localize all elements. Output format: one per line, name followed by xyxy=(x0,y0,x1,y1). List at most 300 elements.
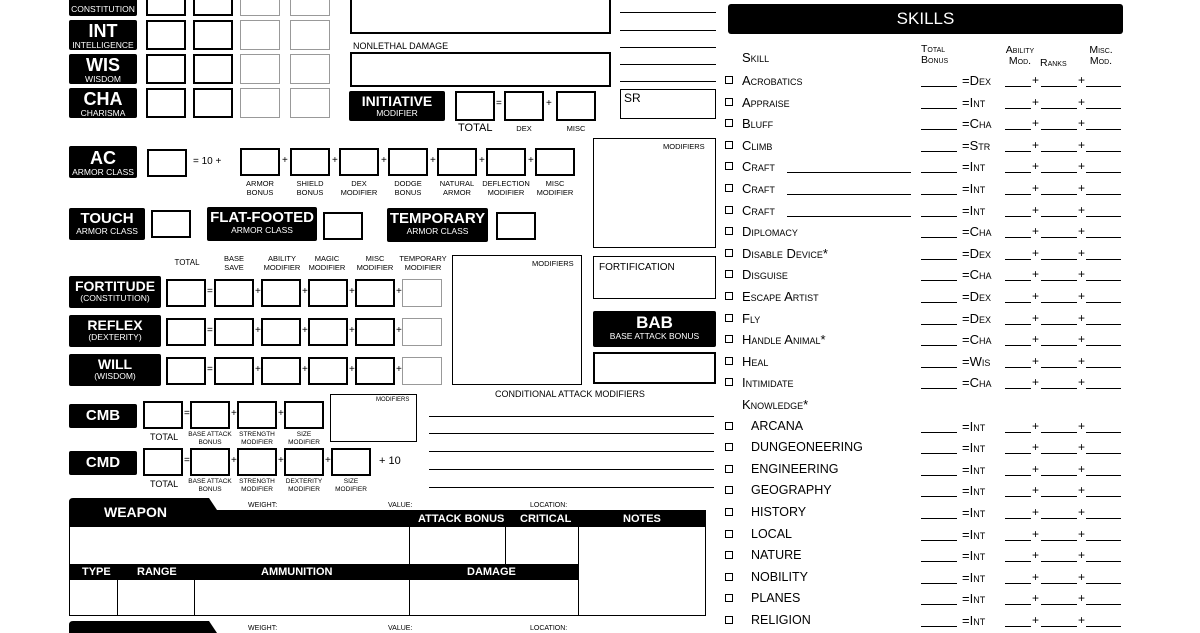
dr-line xyxy=(620,30,716,31)
ac-shield-box[interactable] xyxy=(290,148,330,176)
initiative-dex-box[interactable] xyxy=(504,91,544,121)
skill-plus: + xyxy=(1078,289,1086,303)
class-skill-checkbox[interactable] xyxy=(725,227,733,235)
skill-row xyxy=(725,244,1125,264)
will-base-box[interactable] xyxy=(214,357,254,385)
skill-plus: + xyxy=(1032,505,1040,519)
class-skill-checkbox[interactable] xyxy=(725,508,733,516)
flat-footed-box[interactable] xyxy=(323,212,363,240)
skill-total-line[interactable] xyxy=(921,86,957,87)
ref-magic-box[interactable] xyxy=(308,318,348,346)
fort-total-box[interactable] xyxy=(166,279,206,307)
skill-total-line[interactable] xyxy=(921,561,957,562)
skill-plus: + xyxy=(1078,570,1086,584)
fort-temp-box[interactable] xyxy=(402,279,442,307)
skill-misc-line[interactable] xyxy=(1086,216,1121,217)
class-skill-checkbox[interactable] xyxy=(725,292,733,300)
class-skill-checkbox[interactable] xyxy=(725,76,733,84)
ref-temp-box[interactable] xyxy=(402,318,442,346)
skill-ability-line[interactable] xyxy=(1005,367,1031,368)
skill-plus: + xyxy=(1078,267,1086,281)
skill-misc-line[interactable] xyxy=(1086,86,1121,87)
weapon-weight-label: WEIGHT: xyxy=(248,502,278,509)
skill-total-line[interactable] xyxy=(921,280,957,281)
fort-misc-box[interactable] xyxy=(355,279,395,307)
class-skill-checkbox[interactable] xyxy=(725,335,733,343)
dr-line xyxy=(620,81,716,82)
skill-plus: + xyxy=(1032,591,1040,605)
bab-sub: BASE ATTACK BONUS xyxy=(609,331,700,341)
will-total-box[interactable] xyxy=(166,357,206,385)
craft-specialty-line[interactable] xyxy=(787,194,911,195)
skill-ability: =Dex xyxy=(962,289,991,304)
skill-total-line[interactable] xyxy=(921,237,957,238)
skill-ability-line[interactable] xyxy=(1005,475,1031,476)
skill-ranks-line[interactable] xyxy=(1041,237,1077,238)
skill-ranks-line[interactable] xyxy=(1041,540,1077,541)
skill-misc-line[interactable] xyxy=(1086,151,1121,152)
skill-name: Heal xyxy=(742,354,769,369)
skill-ability: =Cha xyxy=(962,267,992,282)
skill-total-line[interactable] xyxy=(921,194,957,195)
class-skill-checkbox[interactable] xyxy=(725,206,733,214)
ref-misc-box[interactable] xyxy=(355,318,395,346)
wis-temp-mod-box[interactable] xyxy=(290,54,330,84)
skill-ability-line[interactable] xyxy=(1005,345,1031,346)
int-score-box[interactable] xyxy=(146,20,186,50)
skill-ranks-line[interactable] xyxy=(1041,388,1077,389)
will-misc-box[interactable] xyxy=(355,357,395,385)
int-mod-box[interactable] xyxy=(193,20,233,50)
skill-ability-line[interactable] xyxy=(1005,86,1031,87)
skill-ranks-line[interactable] xyxy=(1041,172,1077,173)
weapon-value-label: VALUE: xyxy=(388,502,413,509)
skill-total-line[interactable] xyxy=(921,496,957,497)
temporary-badge xyxy=(387,208,488,242)
int-temp-mod-box[interactable] xyxy=(290,20,330,50)
skill-row xyxy=(725,503,1125,523)
cmd-size-box[interactable] xyxy=(331,448,371,476)
class-skill-checkbox[interactable] xyxy=(725,551,733,559)
skill-ability-line[interactable] xyxy=(1005,108,1031,109)
ability-sub: CONSTITUTION xyxy=(71,4,135,14)
skill-plus: + xyxy=(1078,73,1086,87)
skill-misc-line[interactable] xyxy=(1086,129,1121,130)
skills-col-total: Total Bonus xyxy=(921,43,949,66)
skills-col-skill: Skill xyxy=(742,50,770,65)
skill-total-line[interactable] xyxy=(921,583,957,584)
initiative-misc-box[interactable] xyxy=(556,91,596,121)
class-skill-checkbox[interactable] xyxy=(725,616,733,624)
class-skill-checkbox[interactable] xyxy=(725,249,733,257)
ac-dodge-box[interactable] xyxy=(388,148,428,176)
temporary-title: TEMPORARY xyxy=(389,210,486,227)
craft-specialty-line[interactable] xyxy=(787,216,911,217)
skill-plus: + xyxy=(1078,181,1086,195)
skill-plus: + xyxy=(1032,548,1040,562)
skill-plus: + xyxy=(1032,440,1040,454)
skill-total-line[interactable] xyxy=(921,151,957,152)
class-skill-checkbox[interactable] xyxy=(725,465,733,473)
skill-ranks-line[interactable] xyxy=(1041,194,1077,195)
skill-row xyxy=(725,589,1125,609)
skill-plus: + xyxy=(1078,311,1086,325)
skill-row xyxy=(725,373,1125,393)
skill-total-line[interactable] xyxy=(921,388,957,389)
skill-name: Escape Artist xyxy=(742,289,819,304)
skill-ranks-line[interactable] xyxy=(1041,453,1077,454)
skill-ranks-line[interactable] xyxy=(1041,151,1077,152)
cmd-str-box[interactable] xyxy=(237,448,277,476)
skill-total-line[interactable] xyxy=(921,324,957,325)
cmd-bab-box[interactable] xyxy=(190,448,230,476)
class-skill-checkbox[interactable] xyxy=(725,98,733,106)
skill-ability-line[interactable] xyxy=(1005,561,1031,562)
skill-misc-line[interactable] xyxy=(1086,237,1121,238)
class-skill-checkbox[interactable] xyxy=(725,162,733,170)
weapon-title: WEAPON xyxy=(104,504,167,520)
skill-ranks-line[interactable] xyxy=(1041,324,1077,325)
skill-total-line[interactable] xyxy=(921,129,957,130)
skill-ranks-line[interactable] xyxy=(1041,626,1077,627)
skill-ability-line[interactable] xyxy=(1005,626,1031,627)
cmd-total-box[interactable] xyxy=(143,448,183,476)
ac-total-box[interactable] xyxy=(147,149,187,177)
skill-misc-line[interactable] xyxy=(1086,345,1121,346)
hp-box[interactable] xyxy=(350,0,611,34)
save-header-misc: MISC MODIFIER xyxy=(356,254,394,272)
fort-magic-box[interactable] xyxy=(308,279,348,307)
skill-name: Craft xyxy=(742,181,775,196)
skill-misc-line[interactable] xyxy=(1086,518,1121,519)
ac-armor-box[interactable] xyxy=(240,148,280,176)
skill-plus: + xyxy=(1032,224,1040,238)
save-plus: + xyxy=(349,364,355,375)
skill-misc-line[interactable] xyxy=(1086,324,1121,325)
skill-misc-line[interactable] xyxy=(1086,388,1121,389)
initiative-total-cap: TOTAL xyxy=(458,122,493,134)
skill-misc-line[interactable] xyxy=(1086,280,1121,281)
skill-ability-line[interactable] xyxy=(1005,194,1031,195)
con-temp-mod-box[interactable] xyxy=(290,0,330,16)
skill-misc-line[interactable] xyxy=(1086,583,1121,584)
cmd-dex-box[interactable] xyxy=(284,448,324,476)
skill-name: Acrobatics xyxy=(742,73,803,88)
skill-plus: + xyxy=(1078,116,1086,130)
ref-total-box[interactable] xyxy=(166,318,206,346)
will-temp-box[interactable] xyxy=(402,357,442,385)
skill-plus: + xyxy=(1032,613,1040,627)
skill-ability: =Int xyxy=(962,419,986,434)
skill-ranks-line[interactable] xyxy=(1041,108,1077,109)
will-ability-box[interactable] xyxy=(261,357,301,385)
save-plus: + xyxy=(255,325,261,336)
skill-ability-line[interactable] xyxy=(1005,604,1031,605)
con-mod-box[interactable] xyxy=(193,0,233,16)
skill-ability: =Cha xyxy=(962,224,992,239)
skill-row xyxy=(725,201,1125,221)
weapon2-value-label: VALUE: xyxy=(388,625,413,632)
ability-badge-wis xyxy=(69,54,137,84)
wis-score-box[interactable] xyxy=(146,54,186,84)
skill-misc-line[interactable] xyxy=(1086,432,1121,433)
fortitude-badge xyxy=(69,276,161,308)
nonlethal-box[interactable] xyxy=(350,52,611,87)
skill-ability: =Cha xyxy=(962,116,992,131)
skill-misc-line[interactable] xyxy=(1086,561,1121,562)
nonlethal-label: NONLETHAL DAMAGE xyxy=(353,41,449,51)
skill-misc-line[interactable] xyxy=(1086,259,1121,260)
class-skill-checkbox[interactable] xyxy=(725,486,733,494)
skill-misc-line[interactable] xyxy=(1086,194,1121,195)
skill-ability-line[interactable] xyxy=(1005,280,1031,281)
cmb-size-cap: SIZE MODIFIER xyxy=(288,431,320,446)
ac-deflection-cap: DEFLECTION MODIFIER xyxy=(482,179,530,197)
sr-label: SR xyxy=(624,91,641,105)
skill-ability-line[interactable] xyxy=(1005,432,1031,433)
skill-name: Appraise xyxy=(742,95,790,110)
weapon2-weight-label: WEIGHT: xyxy=(248,625,278,632)
skill-total-line[interactable] xyxy=(921,518,957,519)
skill-ability-line[interactable] xyxy=(1005,518,1031,519)
cha-score-box[interactable] xyxy=(146,88,186,118)
skill-total-line[interactable] xyxy=(921,172,957,173)
skill-misc-line[interactable] xyxy=(1086,475,1121,476)
skill-plus: + xyxy=(1032,116,1040,130)
save-header-magic: MAGIC MODIFIER xyxy=(308,254,346,272)
skill-plus: + xyxy=(1032,527,1040,541)
skill-ability-line[interactable] xyxy=(1005,324,1031,325)
class-skill-checkbox[interactable] xyxy=(725,184,733,192)
skills-col-misc: Misc. Mod. xyxy=(1089,44,1113,67)
ac-dex-box[interactable] xyxy=(339,148,379,176)
class-skill-checkbox[interactable] xyxy=(725,422,733,430)
skill-plus: + xyxy=(1078,613,1086,627)
skill-row xyxy=(725,136,1125,156)
skill-ranks-line[interactable] xyxy=(1041,561,1077,562)
skill-plus: + xyxy=(1078,591,1086,605)
weapon-ammunition-header: AMMUNITION xyxy=(261,566,333,578)
skill-row xyxy=(725,71,1125,91)
skill-ability-line[interactable] xyxy=(1005,583,1031,584)
weapon-type-header: TYPE xyxy=(82,566,111,578)
bab-box[interactable] xyxy=(593,352,716,384)
skill-total-line[interactable] xyxy=(921,367,957,368)
skill-ranks-line[interactable] xyxy=(1041,129,1077,130)
reflex-sub: (DEXTERITY) xyxy=(88,332,142,342)
save-header-ability: ABILITY MODIFIER xyxy=(263,254,301,272)
initiative-total-box[interactable] xyxy=(455,91,495,121)
skill-name: Bluff xyxy=(742,116,774,131)
save-plus: + xyxy=(255,364,261,375)
skill-misc-line[interactable] xyxy=(1086,302,1121,303)
skill-misc-line[interactable] xyxy=(1086,108,1121,109)
skill-row xyxy=(725,114,1125,134)
cmd-title: CMD xyxy=(85,454,121,471)
skill-misc-line[interactable] xyxy=(1086,367,1121,368)
skill-ranks-line[interactable] xyxy=(1041,367,1077,368)
skill-ability-line[interactable] xyxy=(1005,302,1031,303)
skill-plus: + xyxy=(1078,354,1086,368)
class-skill-checkbox[interactable] xyxy=(725,270,733,278)
con-score-box[interactable] xyxy=(146,0,186,16)
temporary-sub: ARMOR CLASS xyxy=(406,226,469,236)
touch-box[interactable] xyxy=(151,210,191,238)
skill-ability-line[interactable] xyxy=(1005,237,1031,238)
ac-sub: ARMOR CLASS xyxy=(72,167,134,177)
skill-plus: + xyxy=(1078,246,1086,260)
skill-ranks-line[interactable] xyxy=(1041,280,1077,281)
skill-ranks-line[interactable] xyxy=(1041,345,1077,346)
touch-title: TOUCH xyxy=(80,210,134,227)
skill-misc-line[interactable] xyxy=(1086,453,1121,454)
skill-ranks-line[interactable] xyxy=(1041,604,1077,605)
cmb-modifiers-label: MODIFIERS xyxy=(376,397,410,403)
skill-row xyxy=(725,417,1125,437)
skill-plus: + xyxy=(1032,159,1040,173)
class-skill-checkbox[interactable] xyxy=(725,119,733,127)
skill-misc-line[interactable] xyxy=(1086,496,1121,497)
ac-misc-box[interactable] xyxy=(535,148,575,176)
dr-line xyxy=(620,47,716,48)
ac-badge xyxy=(69,146,137,178)
cmd-plus: + xyxy=(278,455,284,466)
skill-total-line[interactable] xyxy=(921,604,957,605)
ac-natural-box[interactable] xyxy=(437,148,477,176)
save-modifiers-box[interactable] xyxy=(452,255,582,385)
skill-ranks-line[interactable] xyxy=(1041,475,1077,476)
skill-total-line[interactable] xyxy=(921,216,957,217)
will-title: WILL xyxy=(97,356,133,372)
skill-ranks-line[interactable] xyxy=(1041,216,1077,217)
ac-modifiers-box[interactable] xyxy=(593,138,716,248)
skill-misc-line[interactable] xyxy=(1086,172,1121,173)
cmd-dex-cap: DEXTERITY MODIFIER xyxy=(285,478,323,493)
skill-total-line[interactable] xyxy=(921,259,957,260)
wis-temp-box[interactable] xyxy=(240,54,280,84)
skill-misc-line[interactable] xyxy=(1086,604,1121,605)
ref-base-box[interactable] xyxy=(214,318,254,346)
ability-sub: INTELLIGENCE xyxy=(72,40,134,50)
skill-ability-line[interactable] xyxy=(1005,259,1031,260)
skill-ability-line[interactable] xyxy=(1005,151,1031,152)
skill-name: ARCANA xyxy=(751,419,804,433)
class-skill-checkbox[interactable] xyxy=(725,314,733,322)
ability-badge-con xyxy=(69,0,137,16)
ability-badge-cha xyxy=(69,88,137,118)
save-modifiers-label: MODIFIERS xyxy=(532,259,574,268)
skill-ability-line[interactable] xyxy=(1005,496,1031,497)
cmb-total-box[interactable] xyxy=(143,401,183,429)
skill-ranks-line[interactable] xyxy=(1041,259,1077,260)
cha-temp-mod-box[interactable] xyxy=(290,88,330,118)
class-skill-checkbox[interactable] xyxy=(725,530,733,538)
skill-ranks-line[interactable] xyxy=(1041,432,1077,433)
class-skill-checkbox[interactable] xyxy=(725,357,733,365)
class-skill-checkbox[interactable] xyxy=(725,573,733,581)
cmd-plus: + xyxy=(325,455,331,466)
skill-ability: =Dex xyxy=(962,311,991,326)
skill-ability-line[interactable] xyxy=(1005,388,1031,389)
cmb-bab-box[interactable] xyxy=(190,401,230,429)
cmb-size-box[interactable] xyxy=(284,401,324,429)
skill-ranks-line[interactable] xyxy=(1041,496,1077,497)
skill-ranks-line[interactable] xyxy=(1041,86,1077,87)
skill-misc-line[interactable] xyxy=(1086,540,1121,541)
save-eq: = xyxy=(207,364,213,375)
ac-deflection-box[interactable] xyxy=(486,148,526,176)
cmb-str-box[interactable] xyxy=(237,401,277,429)
skill-plus: + xyxy=(1078,138,1086,152)
weapon-divider xyxy=(578,526,579,616)
craft-specialty-line[interactable] xyxy=(787,172,911,173)
skill-name: NATURE xyxy=(751,548,802,562)
skill-plus: + xyxy=(1078,462,1086,476)
skill-total-line[interactable] xyxy=(921,345,957,346)
skill-plus: + xyxy=(1032,289,1040,303)
class-skill-checkbox[interactable] xyxy=(725,443,733,451)
skill-name: Craft xyxy=(742,203,775,218)
fort-base-box[interactable] xyxy=(214,279,254,307)
skill-ranks-line[interactable] xyxy=(1041,518,1077,519)
skill-name: RELIGION xyxy=(751,613,811,627)
cmd-eq: = xyxy=(184,455,190,466)
ref-ability-box[interactable] xyxy=(261,318,301,346)
cha-mod-box[interactable] xyxy=(193,88,233,118)
skill-total-line[interactable] xyxy=(921,626,957,627)
conditional-label: CONDITIONAL ATTACK MODIFIERS xyxy=(495,389,645,399)
will-magic-box[interactable] xyxy=(308,357,348,385)
skill-total-line[interactable] xyxy=(921,453,957,454)
skill-row xyxy=(725,438,1125,458)
class-skill-checkbox[interactable] xyxy=(725,141,733,149)
skill-ability-line[interactable] xyxy=(1005,172,1031,173)
skill-total-line[interactable] xyxy=(921,475,957,476)
skill-plus: + xyxy=(1032,483,1040,497)
save-header-base: BASE SAVE xyxy=(223,254,244,272)
skill-misc-line[interactable] xyxy=(1086,626,1121,627)
skill-name: Craft xyxy=(742,159,775,174)
skill-ability: =Int xyxy=(962,570,986,585)
skill-ability-line[interactable] xyxy=(1005,216,1031,217)
wis-mod-box[interactable] xyxy=(193,54,233,84)
class-skill-checkbox[interactable] xyxy=(725,378,733,386)
skill-name: LOCAL xyxy=(751,527,792,541)
skill-total-line[interactable] xyxy=(921,432,957,433)
skill-ability-line[interactable] xyxy=(1005,540,1031,541)
fort-ability-box[interactable] xyxy=(261,279,301,307)
skill-total-line[interactable] xyxy=(921,540,957,541)
skill-total-line[interactable] xyxy=(921,108,957,109)
cha-temp-box[interactable] xyxy=(240,88,280,118)
class-skill-checkbox[interactable] xyxy=(725,594,733,602)
skill-total-line[interactable] xyxy=(921,302,957,303)
con-temp-box[interactable] xyxy=(240,0,280,16)
ac-natural-cap: NATURAL ARMOR xyxy=(439,179,475,197)
skill-ability: =Int xyxy=(962,462,986,477)
skill-row xyxy=(725,546,1125,566)
skill-ability-line[interactable] xyxy=(1005,453,1031,454)
skill-ability: =Int xyxy=(962,440,986,455)
reflex-badge xyxy=(69,315,161,347)
temporary-box[interactable] xyxy=(496,212,536,240)
int-temp-box[interactable] xyxy=(240,20,280,50)
cmb-badge xyxy=(69,404,137,428)
skill-ranks-line[interactable] xyxy=(1041,583,1077,584)
skill-ability-line[interactable] xyxy=(1005,129,1031,130)
skill-ranks-line[interactable] xyxy=(1041,302,1077,303)
skill-ability: =Int xyxy=(962,203,986,218)
